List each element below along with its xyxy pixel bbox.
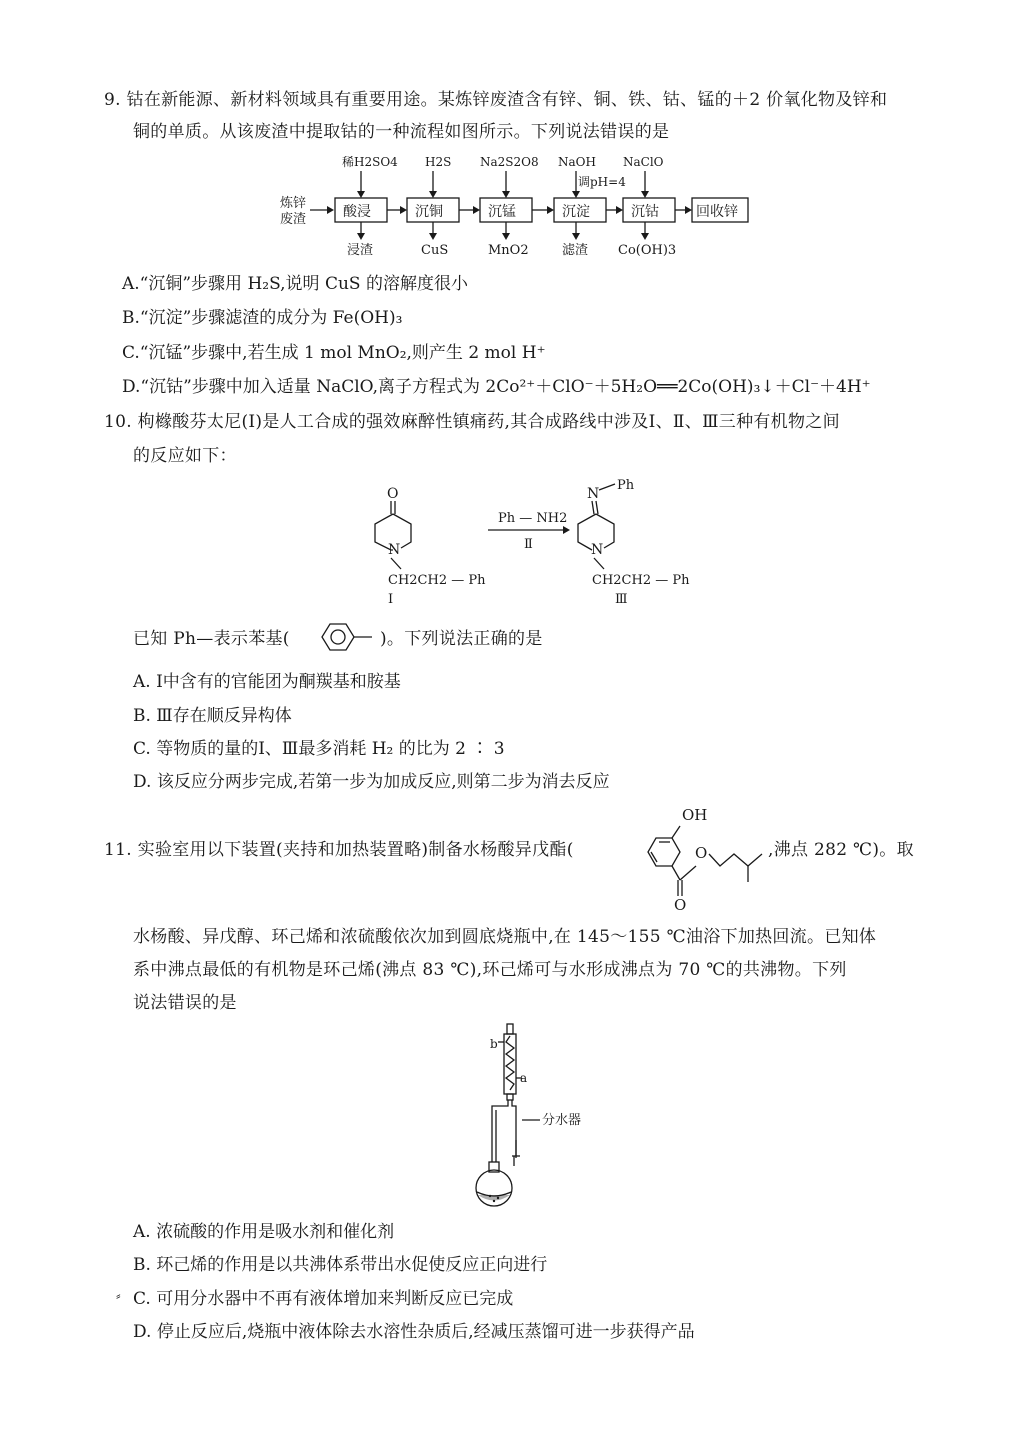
flow-product-3: MnO2	[488, 243, 529, 258]
isoamyl-salicylate-structure	[620, 800, 770, 912]
q10-option-c: C. 等物质的量的Ⅰ、Ⅲ最多消耗 H₂ 的比为 2 ∶ 3	[133, 739, 505, 759]
q10-option-d: D. 该反应分两步完成,若第一步为加成反应,则第二步为消去反应	[133, 772, 610, 792]
q10-stem-line1: 10. 枸橼酸芬太尼(I)是人工合成的强效麻醉性镇痛药,其合成路线中涉及Ⅰ、Ⅱ、Ⅲ三种有机物之间	[104, 412, 840, 432]
compound-iii-chain: CH2CH2 — Ph	[592, 573, 690, 588]
reagent-label-ii: Ⅱ	[524, 537, 533, 552]
q11-stem-line2: 水杨酸、异戊醇、环己烯和浓硫酸依次加到圆底烧瓶中,在 145～155 ℃油浴下加热回流。已知体	[133, 927, 877, 947]
q11-stem-line1-suffix: ,沸点 282 ℃)。取	[768, 840, 914, 860]
flow-start-2: 废渣	[280, 212, 307, 227]
q9-option-c: C.“沉锰”步骤中,若生成 1 mol MnO₂,则产生 2 mol H⁺	[122, 343, 546, 363]
compound-i-n: N	[388, 542, 401, 558]
flow-start-1: 炼锌	[280, 196, 307, 211]
compound-iii-imine-n: N	[587, 486, 600, 502]
reflux-apparatus	[460, 1020, 600, 1210]
mol-oh-label: OH	[682, 806, 708, 824]
q10-stem-line2: 的反应如下：	[133, 446, 237, 466]
flow-product-4: 滤渣	[562, 243, 589, 258]
q9-option-d: D.“沉钴”步骤中加入适量 NaClO,离子方程式为 2Co²⁺＋ClO⁻＋5H₂O══2Co(OH)₃↓＋Cl⁻＋4H⁺	[122, 377, 871, 397]
flow-step-3: 沉锰	[488, 204, 516, 220]
flow-reagent-5: NaClO	[623, 155, 664, 169]
q11-stem-line4: 说法错误的是	[133, 993, 237, 1013]
q10-note-prefix: 已知 Ph—表示苯基(	[133, 629, 290, 649]
flow-product-5: Co(OH)3	[618, 243, 677, 258]
q10-reaction-scheme	[360, 472, 700, 607]
flow-product-2: CuS	[421, 243, 449, 258]
mol-carbonyl-o-label: O	[674, 896, 687, 912]
flow-reagent-note: 调pH=4	[578, 175, 626, 189]
flow-step-6: 回收锌	[696, 204, 738, 220]
flow-reagent-1: 稀H2SO4	[342, 155, 398, 169]
q9-option-a: A.“沉铜”步骤用 H₂S,说明 CuS 的溶解度很小	[122, 274, 468, 294]
flow-reagent-3: Na2S2O8	[480, 155, 539, 169]
flow-reagent-4: NaOH	[558, 155, 596, 169]
q11-stem-line3: 系中沸点最低的有机物是环己烯(沸点 83 ℃),环己烯可与水形成沸点为 70 ℃的共沸物。下列	[133, 960, 847, 980]
q10-note-suffix: )。下列说法正确的是	[380, 629, 543, 649]
reagent-ph-nh2: Ph — NH2	[498, 511, 568, 526]
compound-iii-n: N	[591, 542, 604, 558]
compound-i-label: Ⅰ	[388, 592, 394, 607]
label-a: a	[520, 1071, 528, 1085]
flow-step-5: 沉钴	[631, 204, 659, 220]
q10-option-b: B. Ⅲ存在顺反异构体	[133, 706, 292, 726]
flow-step-1: 酸浸	[343, 204, 371, 220]
q11-option-d: D. 停止反应后,烧瓶中液体除去水溶性杂质后,经减压蒸馏可进一步获得产品	[133, 1322, 695, 1342]
phenyl-group-icon	[308, 619, 378, 655]
mol-ester-o-label: O	[695, 844, 708, 862]
compound-i-carbonyl-o: O	[387, 486, 399, 502]
q11-stem-line1-prefix: 11. 实验室用以下装置(夹持和加热装置略)制备水杨酸异戊酯(	[104, 840, 574, 860]
q11-option-b: B. 环己烯的作用是以共沸体系带出水促使反应正向进行	[133, 1255, 548, 1275]
q9-stem-line1: 9. 钴在新能源、新材料领域具有重要用途。某炼锌废渣含有锌、铜、铁、钴、锰的＋2 价氧化物及锌和	[104, 90, 888, 110]
label-separator: 分水器	[542, 1113, 582, 1128]
q11-option-a: A. 浓硫酸的作用是吸水剂和催化剂	[133, 1222, 395, 1242]
q10-option-a: A. Ⅰ中含有的官能团为酮羰基和胺基	[133, 672, 401, 692]
flow-product-1: 浸渣	[347, 243, 374, 258]
q9-option-b: B.“沉淀”步骤滤渣的成分为 Fe(OH)₃	[122, 308, 403, 328]
compound-iii-ph: Ph	[617, 478, 635, 493]
label-b: b	[490, 1037, 498, 1051]
q9-flow-diagram	[280, 150, 760, 265]
compound-iii-label: Ⅲ	[615, 592, 628, 607]
q11-option-c: C. 可用分水器中不再有液体增加来判断反应已完成	[133, 1289, 514, 1309]
flow-step-2: 沉铜	[415, 204, 443, 220]
margin-tick-mark: ⸗	[116, 1288, 121, 1304]
compound-i-chain: CH2CH2 — Ph	[388, 573, 486, 588]
q9-stem-line2: 铜的单质。从该废渣中提取钴的一种流程如图所示。下列说法错误的是	[133, 122, 670, 142]
flow-step-4: 沉淀	[562, 204, 590, 220]
flow-reagent-2: H2S	[425, 155, 452, 169]
